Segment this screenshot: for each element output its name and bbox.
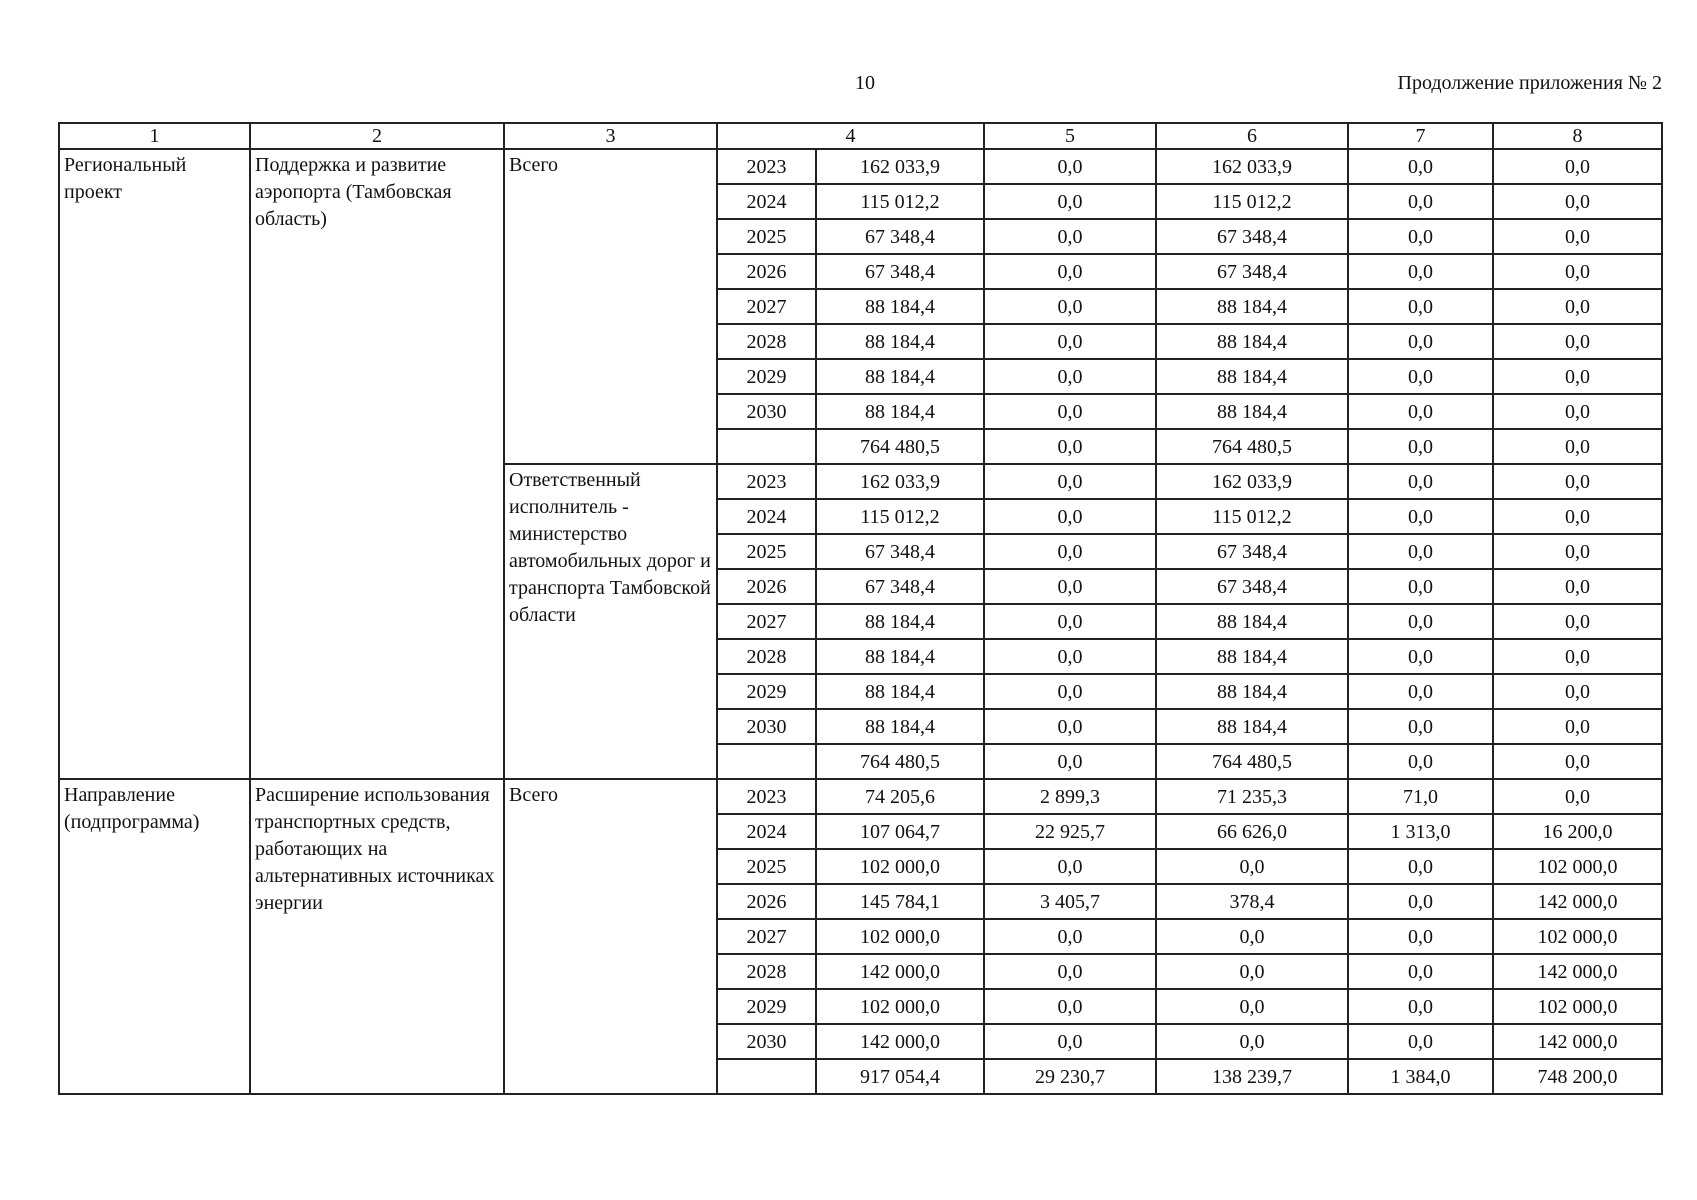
other-sources-cell: 0,0 xyxy=(1493,429,1662,464)
regional-budget-cell: 162 033,9 xyxy=(1156,149,1348,184)
section-level: Направление (подпрограмма) xyxy=(59,779,250,1094)
table-row xyxy=(59,149,1662,184)
budget-table xyxy=(58,122,1663,1095)
federal-budget-cell: 0,0 xyxy=(984,954,1156,989)
other-sources-cell: 0,0 xyxy=(1493,464,1662,499)
total-cell: 115 012,2 xyxy=(816,184,984,219)
total-cell: 162 033,9 xyxy=(816,464,984,499)
year-cell: 2024 xyxy=(717,499,816,534)
year-cell: 2028 xyxy=(717,324,816,359)
group-label: Всего xyxy=(504,149,717,464)
other-sources-cell: 0,0 xyxy=(1493,569,1662,604)
federal-budget-cell: 22 925,7 xyxy=(984,814,1156,849)
federal-budget-cell: 2 899,3 xyxy=(984,779,1156,814)
total-cell: 917 054,4 xyxy=(816,1059,984,1094)
federal-budget-cell: 0,0 xyxy=(984,709,1156,744)
federal-budget-cell: 0,0 xyxy=(984,674,1156,709)
column-number-2: 2 xyxy=(250,123,504,149)
section-name: Поддержка и развитие аэропорта (Тамбовская область) xyxy=(250,149,504,779)
other-sources-cell: 0,0 xyxy=(1493,359,1662,394)
total-cell: 88 184,4 xyxy=(816,324,984,359)
total-cell: 115 012,2 xyxy=(816,499,984,534)
total-cell: 67 348,4 xyxy=(816,254,984,289)
year-cell: 2023 xyxy=(717,779,816,814)
year-cell: 2030 xyxy=(717,394,816,429)
year-cell xyxy=(717,744,816,779)
other-sources-cell: 0,0 xyxy=(1493,534,1662,569)
year-cell: 2024 xyxy=(717,184,816,219)
total-cell: 88 184,4 xyxy=(816,709,984,744)
regional-budget-cell: 67 348,4 xyxy=(1156,219,1348,254)
column-number-7: 7 xyxy=(1348,123,1493,149)
other-sources-cell: 0,0 xyxy=(1493,499,1662,534)
local-budget-cell: 1 384,0 xyxy=(1348,1059,1493,1094)
regional-budget-cell: 88 184,4 xyxy=(1156,709,1348,744)
other-sources-cell: 0,0 xyxy=(1493,149,1662,184)
page-number: 10 xyxy=(855,72,875,94)
federal-budget-cell: 0,0 xyxy=(984,849,1156,884)
regional-budget-cell: 88 184,4 xyxy=(1156,394,1348,429)
year-cell: 2029 xyxy=(717,989,816,1024)
federal-budget-cell: 0,0 xyxy=(984,919,1156,954)
regional-budget-cell: 764 480,5 xyxy=(1156,744,1348,779)
local-budget-cell: 0,0 xyxy=(1348,184,1493,219)
other-sources-cell: 748 200,0 xyxy=(1493,1059,1662,1094)
regional-budget-cell: 115 012,2 xyxy=(1156,499,1348,534)
group-label: Всего xyxy=(504,779,717,1094)
federal-budget-cell: 0,0 xyxy=(984,744,1156,779)
federal-budget-cell: 0,0 xyxy=(984,989,1156,1024)
regional-budget-cell: 67 348,4 xyxy=(1156,254,1348,289)
other-sources-cell: 0,0 xyxy=(1493,184,1662,219)
other-sources-cell: 0,0 xyxy=(1493,254,1662,289)
regional-budget-cell: 0,0 xyxy=(1156,919,1348,954)
local-budget-cell: 0,0 xyxy=(1348,709,1493,744)
other-sources-cell: 0,0 xyxy=(1493,709,1662,744)
year-cell: 2028 xyxy=(717,954,816,989)
total-cell: 764 480,5 xyxy=(816,429,984,464)
column-number-row xyxy=(59,123,1662,149)
total-cell: 67 348,4 xyxy=(816,219,984,254)
local-budget-cell: 0,0 xyxy=(1348,394,1493,429)
local-budget-cell: 0,0 xyxy=(1348,849,1493,884)
year-cell: 2025 xyxy=(717,219,816,254)
other-sources-cell: 0,0 xyxy=(1493,674,1662,709)
regional-budget-cell: 0,0 xyxy=(1156,849,1348,884)
federal-budget-cell: 0,0 xyxy=(984,569,1156,604)
total-cell: 88 184,4 xyxy=(816,604,984,639)
total-cell: 102 000,0 xyxy=(816,989,984,1024)
other-sources-cell: 0,0 xyxy=(1493,219,1662,254)
federal-budget-cell: 0,0 xyxy=(984,149,1156,184)
local-budget-cell: 0,0 xyxy=(1348,289,1493,324)
local-budget-cell: 0,0 xyxy=(1348,324,1493,359)
federal-budget-cell: 0,0 xyxy=(984,639,1156,674)
total-cell: 107 064,7 xyxy=(816,814,984,849)
regional-budget-cell: 88 184,4 xyxy=(1156,289,1348,324)
local-budget-cell: 0,0 xyxy=(1348,989,1493,1024)
regional-budget-cell: 88 184,4 xyxy=(1156,324,1348,359)
total-cell: 88 184,4 xyxy=(816,639,984,674)
column-number-5: 5 xyxy=(984,123,1156,149)
total-cell: 88 184,4 xyxy=(816,359,984,394)
year-cell: 2027 xyxy=(717,604,816,639)
federal-budget-cell: 0,0 xyxy=(984,604,1156,639)
section-level: Региональный проект xyxy=(59,149,250,779)
year-cell: 2025 xyxy=(717,534,816,569)
local-budget-cell: 0,0 xyxy=(1348,534,1493,569)
column-number-3: 3 xyxy=(504,123,717,149)
total-cell: 162 033,9 xyxy=(816,149,984,184)
local-budget-cell: 0,0 xyxy=(1348,149,1493,184)
local-budget-cell: 0,0 xyxy=(1348,674,1493,709)
regional-budget-cell: 66 626,0 xyxy=(1156,814,1348,849)
year-cell xyxy=(717,1059,816,1094)
regional-budget-cell: 138 239,7 xyxy=(1156,1059,1348,1094)
other-sources-cell: 16 200,0 xyxy=(1493,814,1662,849)
local-budget-cell: 0,0 xyxy=(1348,429,1493,464)
other-sources-cell: 0,0 xyxy=(1493,744,1662,779)
federal-budget-cell: 0,0 xyxy=(984,394,1156,429)
local-budget-cell: 0,0 xyxy=(1348,954,1493,989)
column-number-1: 1 xyxy=(59,123,250,149)
other-sources-cell: 142 000,0 xyxy=(1493,1024,1662,1059)
federal-budget-cell: 0,0 xyxy=(984,219,1156,254)
federal-budget-cell: 0,0 xyxy=(984,289,1156,324)
other-sources-cell: 0,0 xyxy=(1493,394,1662,429)
regional-budget-cell: 0,0 xyxy=(1156,989,1348,1024)
year-cell: 2030 xyxy=(717,709,816,744)
appendix-continuation-note: Продолжение приложения № 2 xyxy=(1397,72,1662,94)
federal-budget-cell: 0,0 xyxy=(984,464,1156,499)
local-budget-cell: 0,0 xyxy=(1348,919,1493,954)
total-cell: 102 000,0 xyxy=(816,849,984,884)
other-sources-cell: 0,0 xyxy=(1493,324,1662,359)
year-cell: 2025 xyxy=(717,849,816,884)
total-cell: 88 184,4 xyxy=(816,289,984,324)
local-budget-cell: 0,0 xyxy=(1348,499,1493,534)
column-number-8: 8 xyxy=(1493,123,1662,149)
total-cell: 102 000,0 xyxy=(816,919,984,954)
other-sources-cell: 142 000,0 xyxy=(1493,954,1662,989)
year-cell: 2023 xyxy=(717,149,816,184)
total-cell: 67 348,4 xyxy=(816,534,984,569)
local-budget-cell: 0,0 xyxy=(1348,884,1493,919)
federal-budget-cell: 0,0 xyxy=(984,254,1156,289)
other-sources-cell: 142 000,0 xyxy=(1493,884,1662,919)
year-cell: 2026 xyxy=(717,254,816,289)
regional-budget-cell: 88 184,4 xyxy=(1156,674,1348,709)
regional-budget-cell: 0,0 xyxy=(1156,1024,1348,1059)
column-number-4: 4 xyxy=(717,123,984,149)
local-budget-cell: 1 313,0 xyxy=(1348,814,1493,849)
federal-budget-cell: 0,0 xyxy=(984,534,1156,569)
other-sources-cell: 102 000,0 xyxy=(1493,919,1662,954)
local-budget-cell: 0,0 xyxy=(1348,359,1493,394)
local-budget-cell: 0,0 xyxy=(1348,569,1493,604)
other-sources-cell: 0,0 xyxy=(1493,639,1662,674)
federal-budget-cell: 0,0 xyxy=(984,1024,1156,1059)
federal-budget-cell: 0,0 xyxy=(984,499,1156,534)
local-budget-cell: 0,0 xyxy=(1348,1024,1493,1059)
local-budget-cell: 0,0 xyxy=(1348,219,1493,254)
federal-budget-cell: 0,0 xyxy=(984,429,1156,464)
regional-budget-cell: 88 184,4 xyxy=(1156,604,1348,639)
total-cell: 142 000,0 xyxy=(816,1024,984,1059)
group-label: Ответственный исполнитель - министерство автомобильных дорог и транспорта Тамбовской области xyxy=(504,464,717,779)
total-cell: 88 184,4 xyxy=(816,394,984,429)
other-sources-cell: 0,0 xyxy=(1493,289,1662,324)
local-budget-cell: 0,0 xyxy=(1348,604,1493,639)
federal-budget-cell: 29 230,7 xyxy=(984,1059,1156,1094)
year-cell: 2030 xyxy=(717,1024,816,1059)
other-sources-cell: 0,0 xyxy=(1493,604,1662,639)
other-sources-cell: 102 000,0 xyxy=(1493,849,1662,884)
local-budget-cell: 0,0 xyxy=(1348,464,1493,499)
regional-budget-cell: 88 184,4 xyxy=(1156,639,1348,674)
year-cell: 2029 xyxy=(717,359,816,394)
regional-budget-cell: 115 012,2 xyxy=(1156,184,1348,219)
other-sources-cell: 0,0 xyxy=(1493,779,1662,814)
section-name: Расширение использования транспортных средств, работающих на альтернативных источниках энергии xyxy=(250,779,504,1094)
year-cell: 2026 xyxy=(717,884,816,919)
federal-budget-cell: 0,0 xyxy=(984,324,1156,359)
federal-budget-cell: 3 405,7 xyxy=(984,884,1156,919)
regional-budget-cell: 88 184,4 xyxy=(1156,359,1348,394)
regional-budget-cell: 71 235,3 xyxy=(1156,779,1348,814)
year-cell: 2023 xyxy=(717,464,816,499)
regional-budget-cell: 67 348,4 xyxy=(1156,534,1348,569)
total-cell: 145 784,1 xyxy=(816,884,984,919)
year-cell xyxy=(717,429,816,464)
total-cell: 764 480,5 xyxy=(816,744,984,779)
other-sources-cell: 102 000,0 xyxy=(1493,989,1662,1024)
regional-budget-cell: 162 033,9 xyxy=(1156,464,1348,499)
federal-budget-cell: 0,0 xyxy=(984,359,1156,394)
table-body xyxy=(59,123,1662,1094)
year-cell: 2024 xyxy=(717,814,816,849)
total-cell: 67 348,4 xyxy=(816,569,984,604)
regional-budget-cell: 0,0 xyxy=(1156,954,1348,989)
total-cell: 142 000,0 xyxy=(816,954,984,989)
local-budget-cell: 0,0 xyxy=(1348,639,1493,674)
federal-budget-cell: 0,0 xyxy=(984,184,1156,219)
regional-budget-cell: 764 480,5 xyxy=(1156,429,1348,464)
table-row xyxy=(59,779,1662,814)
regional-budget-cell: 378,4 xyxy=(1156,884,1348,919)
regional-budget-cell: 67 348,4 xyxy=(1156,569,1348,604)
year-cell: 2026 xyxy=(717,569,816,604)
year-cell: 2027 xyxy=(717,289,816,324)
column-number-6: 6 xyxy=(1156,123,1348,149)
local-budget-cell: 0,0 xyxy=(1348,744,1493,779)
local-budget-cell: 0,0 xyxy=(1348,254,1493,289)
year-cell: 2029 xyxy=(717,674,816,709)
local-budget-cell: 71,0 xyxy=(1348,779,1493,814)
year-cell: 2028 xyxy=(717,639,816,674)
total-cell: 88 184,4 xyxy=(816,674,984,709)
year-cell: 2027 xyxy=(717,919,816,954)
total-cell: 74 205,6 xyxy=(816,779,984,814)
